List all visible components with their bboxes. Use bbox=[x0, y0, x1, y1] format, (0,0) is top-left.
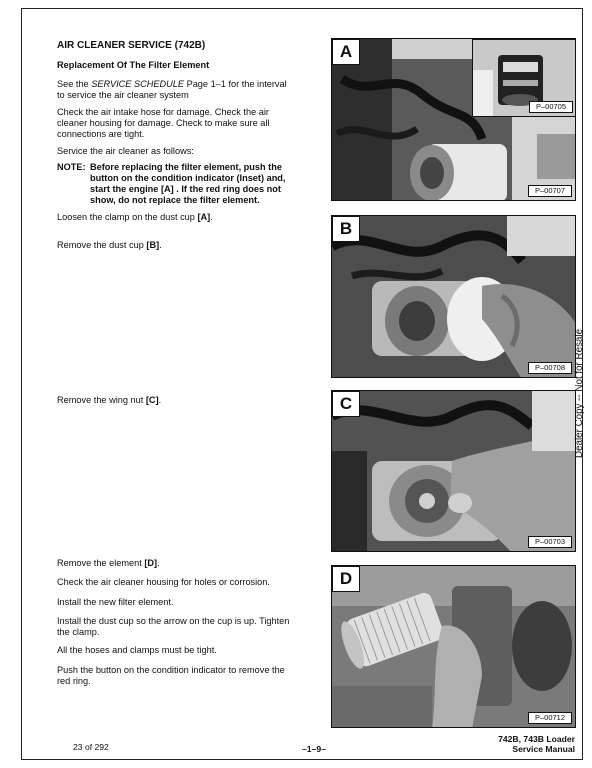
figure-a-photo bbox=[331, 38, 576, 201]
step-a-text: Loosen the clamp on the dust cup bbox=[57, 212, 195, 222]
figure-d-image bbox=[332, 566, 576, 728]
step-a-ref: [A] bbox=[197, 212, 211, 222]
step-b-ref: [B] bbox=[146, 240, 160, 250]
step-dust-cup-line2: the clamp. bbox=[57, 627, 100, 637]
step-d-end: . bbox=[157, 558, 160, 568]
section-subtitle: Replacement Of The Filter Element bbox=[57, 60, 210, 70]
note-line1: Before replacing the filter element, push the bbox=[90, 162, 282, 172]
figure-b-photo bbox=[331, 215, 576, 378]
note-line3: start the engine [A] . If the red ring does not bbox=[90, 184, 281, 194]
note-line4: show, do not replace the filter element. bbox=[90, 195, 260, 205]
step-a bbox=[57, 212, 213, 223]
figure-d-letter: D bbox=[332, 566, 360, 592]
step-hoses: All the hoses and clamps must be tight. bbox=[57, 645, 217, 655]
figure-a-part-number: P–00707 bbox=[528, 185, 572, 197]
intro-see-rest: Page 1–1 for the interval bbox=[186, 79, 287, 89]
figure-b-letter: B bbox=[332, 216, 360, 242]
figure-a-inset-part-number: P–00705 bbox=[529, 101, 573, 113]
figure-a-inset bbox=[472, 39, 576, 117]
step-a-end: . bbox=[210, 212, 213, 222]
step-d-text: Remove the element bbox=[57, 558, 142, 568]
step-b bbox=[57, 240, 162, 251]
step-push-line1: Push the button on the condition indicator to remove the bbox=[57, 665, 285, 675]
figure-c-letter: C bbox=[332, 391, 360, 417]
intro-check-paragraph bbox=[57, 107, 302, 140]
figure-d-photo bbox=[331, 565, 576, 728]
section-title: AIR CLEANER SERVICE (742B) bbox=[57, 40, 206, 51]
dealer-copy-note: Dealer Copy -- Not for Resale bbox=[574, 328, 585, 458]
step-d bbox=[57, 558, 160, 569]
intro-check-line2: cleaner housing for damage. Check to make sure all bbox=[57, 118, 270, 128]
note-label: NOTE: bbox=[57, 162, 86, 172]
intro-check-line1: Check the air intake hose for damage. Check the air bbox=[57, 107, 269, 117]
step-d-ref: [D] bbox=[144, 558, 158, 568]
figure-c-photo bbox=[331, 390, 576, 552]
step-c bbox=[57, 395, 161, 406]
figure-b-image bbox=[332, 216, 576, 378]
footer-page-count: 23 of 292 bbox=[73, 742, 109, 752]
intro-service: Service the air cleaner as follows: bbox=[57, 146, 194, 156]
footer-model: 742B, 743B Loader bbox=[498, 734, 575, 744]
figure-d-part-number: P–00712 bbox=[528, 712, 572, 724]
figure-b-part-number: P–00708 bbox=[528, 362, 572, 374]
step-push-line2: red ring. bbox=[57, 676, 91, 686]
step-push bbox=[57, 665, 307, 687]
note-line2: button on the condition indicator (Inset) and, bbox=[90, 173, 286, 183]
footer-manual: Service Manual bbox=[512, 744, 575, 754]
note-text bbox=[90, 162, 305, 206]
step-b-end: . bbox=[159, 240, 162, 250]
footer-manual-title bbox=[470, 734, 575, 754]
intro-see-paragraph bbox=[57, 79, 302, 101]
step-c-end: . bbox=[158, 395, 162, 405]
step-dust-cup-line1: Install the dust cup so the arrow on the cup is up. Tighten bbox=[57, 616, 290, 626]
step-check-housing: Check the air cleaner housing for holes or corrosion. bbox=[57, 577, 270, 587]
step-dust-cup bbox=[57, 616, 307, 638]
intro-check-line3: connections are tight. bbox=[57, 129, 145, 139]
step-c-ref: [C] bbox=[145, 395, 159, 405]
intro-see-prefix: See the bbox=[57, 79, 89, 89]
service-schedule-link[interactable]: SERVICE SCHEDULE bbox=[91, 79, 184, 89]
footer-page-number: –1–9– bbox=[302, 744, 326, 754]
intro-see-line2: to service the air cleaner system bbox=[57, 90, 189, 100]
step-c-text: Remove the wing nut bbox=[57, 395, 144, 405]
step-install: Install the new filter element. bbox=[57, 597, 174, 607]
step-b-text: Remove the dust cup bbox=[57, 240, 144, 250]
figure-a-letter: A bbox=[332, 39, 360, 65]
figure-c-part-number: P–00703 bbox=[528, 536, 572, 548]
figure-c-image bbox=[332, 391, 576, 552]
